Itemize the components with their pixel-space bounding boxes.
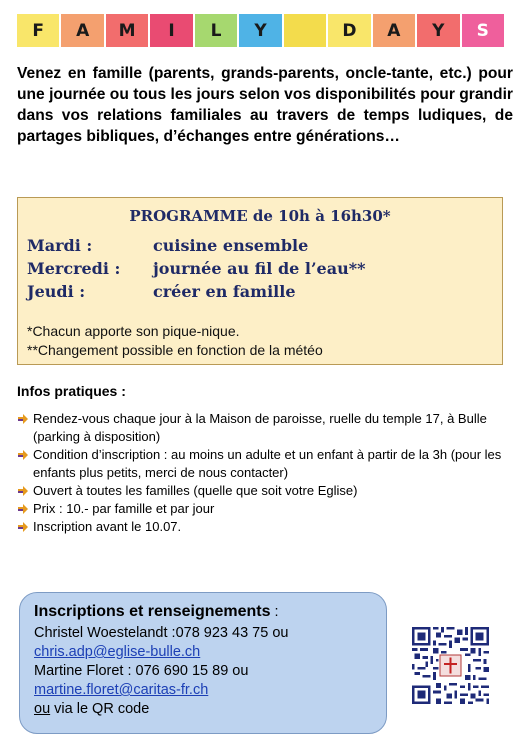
list-item	[17, 500, 507, 518]
banner-letter-tile: A	[61, 14, 103, 47]
list-item	[17, 410, 507, 446]
list-item-text: Rendez-vous chaque jour à la Maison de paroisse, ruelle du temple 17, à Bulle (parking à disposition)	[33, 411, 487, 444]
banner-letter-tile: M	[106, 14, 148, 47]
list-item	[17, 482, 507, 500]
list-item-text: Prix : 10.- par famille et par jour	[33, 501, 215, 516]
contact-heading-line	[34, 603, 279, 621]
qr-code[interactable]	[412, 627, 489, 704]
bullet-arrow-icon	[17, 449, 29, 461]
infos-heading: Infos pratiques :	[17, 383, 126, 399]
programme-day: Jeudi :	[27, 282, 86, 301]
programme-activity: journée au fil de l’eau**	[153, 259, 366, 278]
programme-note-picnic: *Chacun apporte son pique-nique.	[27, 323, 240, 339]
email-link[interactable]: chris.adp@eglise-bulle.ch	[34, 644, 201, 660]
contact-qr-line	[34, 701, 149, 717]
banner-blank-tile	[284, 14, 326, 47]
contact-email-link-2[interactable]	[34, 682, 208, 698]
contact-or-word: ou	[34, 701, 51, 717]
programme-day: Mercredi :	[27, 259, 121, 278]
infos-list	[17, 410, 507, 536]
contact-person-christel: Christel Woestelandt :078 923 43 75 ou	[34, 625, 289, 641]
programme-activity: créer en famille	[153, 282, 296, 301]
banner-letter-tile: I	[150, 14, 192, 47]
programme-row	[27, 259, 365, 278]
list-item-text: Condition d’inscription : au moins un adulte et un enfant à partir de la 3h (pour les enfants plus petits, merci de nous contacter)	[33, 447, 502, 480]
programme-title: PROGRAMME de 10h à 16h30*	[129, 207, 391, 225]
contact-heading-colon: :	[270, 604, 279, 620]
bullet-arrow-icon	[17, 485, 29, 497]
list-item	[17, 446, 507, 482]
banner-letter-tile: Y	[239, 14, 281, 47]
programme-note-weather: **Changement possible en fonction de la météo	[27, 342, 323, 358]
banner-letter-tile: D	[328, 14, 370, 47]
list-item	[17, 518, 507, 536]
programme-box	[17, 197, 503, 365]
bullet-arrow-icon	[17, 503, 29, 515]
contact-box	[19, 592, 387, 734]
bullet-arrow-icon	[17, 521, 29, 533]
banner-letter-tile: S	[462, 14, 504, 47]
contact-person-martine: Martine Floret : 076 690 15 89 ou	[34, 663, 249, 679]
email-link[interactable]: martine.floret@caritas-fr.ch	[34, 682, 209, 698]
list-item-text: Inscription avant le 10.07.	[33, 519, 182, 534]
family-days-banner	[17, 14, 504, 47]
programme-day: Mardi :	[27, 236, 93, 255]
contact-email-link-1[interactable]	[34, 644, 200, 660]
programme-row	[27, 236, 308, 255]
programme-activity: cuisine ensemble	[153, 236, 309, 255]
bullet-arrow-icon	[17, 413, 29, 425]
banner-letter-tile: Y	[417, 14, 459, 47]
banner-letter-tile: F	[17, 14, 59, 47]
list-item-text: Ouvert à toutes les familles (quelle que soit votre Eglise)	[33, 483, 358, 498]
programme-row	[27, 282, 296, 301]
banner-letter-tile: L	[195, 14, 237, 47]
banner-letter-tile: A	[373, 14, 415, 47]
contact-qr-text: via le QR code	[50, 701, 150, 717]
intro-paragraph: Venez en famille (parents, grands-parents, oncle-tante, etc.) pour une journée ou tous les jours selon vos disponibilités pour grandir dans vos relations familiales au travers de temps ludiques, de partages bibliques, d’échanges entre générations…	[17, 65, 513, 145]
contact-heading: Inscriptions et renseignements	[34, 603, 271, 620]
